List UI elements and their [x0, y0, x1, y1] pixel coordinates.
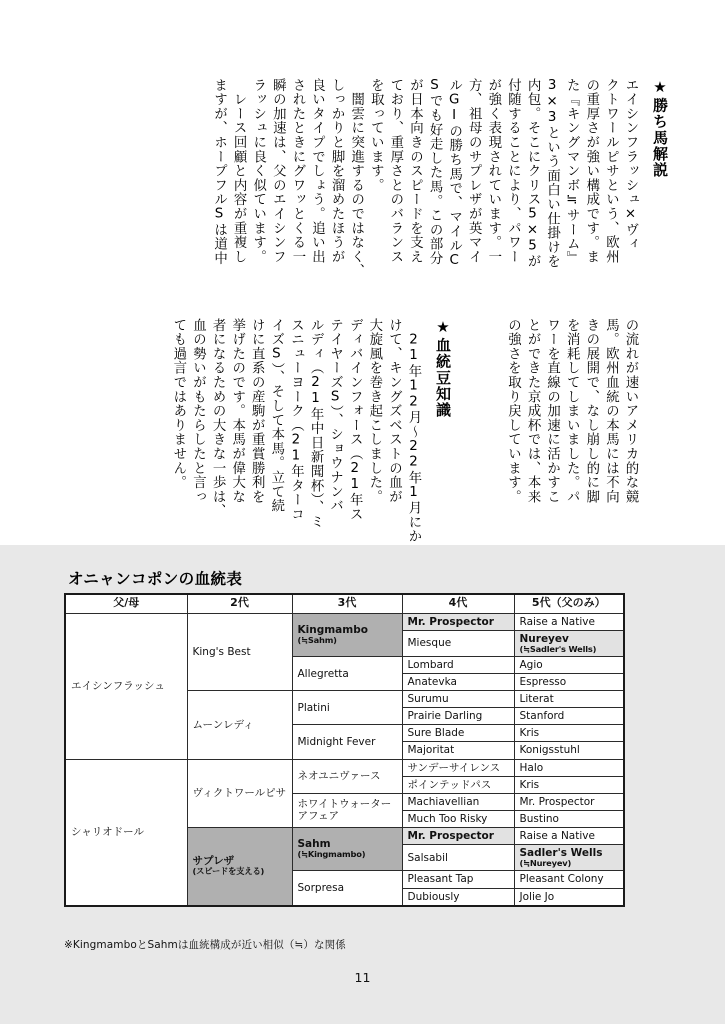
text-column: 馬。欧州血統の本馬には不向 — [603, 318, 619, 504]
text-column: とができた京成杯では、本来 — [525, 318, 541, 504]
cell-gen5 — [514, 827, 624, 844]
cell-gen3-text: Sorpresa — [297, 881, 345, 894]
cell-gen4 — [402, 725, 514, 742]
text-column: しっかりと脚を溜めたほうが — [329, 78, 345, 264]
pedigree-note: ※KingmamboとSahmは血統構成が近い相似（≒）な関係 — [64, 939, 346, 951]
text-column: されたときにグワッとくる一 — [289, 78, 305, 264]
cell-gen3 — [292, 691, 402, 725]
text-column: ており、重厚さとのバランス — [387, 78, 403, 264]
cell-gen3-text: ネオユニヴァース — [297, 770, 381, 783]
text-column: 者になるための大きな一歩は、 — [210, 318, 226, 519]
cell-gen5-text: Konigsstuhl — [519, 744, 580, 757]
text-column: ルディ（21年中日新聞杯）、ミ — [308, 318, 324, 529]
text-column: ますが、ホープフルSは道中 — [211, 78, 227, 266]
cell-gen2-text: King's Best — [192, 645, 251, 658]
cell-gen2 — [187, 827, 292, 905]
cell-gen5 — [514, 613, 624, 630]
cell-gen4-text: Lombard — [407, 659, 454, 672]
cell-gen5 — [514, 793, 624, 810]
text-column: 大旋風を巻き起こしました。 — [366, 318, 382, 504]
text-column: スニューヨーク（21年ターコ — [288, 318, 304, 522]
cell-gen5-text: Stanford — [519, 710, 565, 723]
cell-gen3-text: Sahm — [297, 838, 331, 851]
cell-gen4-text: Surumu — [407, 693, 449, 706]
text-column: 挙げたのです。本馬が偉大な — [229, 318, 245, 504]
cell-gen2 — [187, 759, 292, 827]
cell-sire-dam-text: シャリオドール — [71, 826, 144, 839]
text-column: Sでも好走した馬。この部分 — [427, 78, 443, 266]
cell-gen5 — [514, 630, 624, 657]
cell-gen5 — [514, 725, 624, 742]
cell-gen4 — [402, 827, 514, 844]
cell-gen2 — [187, 691, 292, 759]
pedigree-table — [64, 593, 625, 907]
cell-gen3 — [292, 657, 402, 691]
cell-gen5 — [514, 871, 624, 888]
col-header-gen4: 4代 — [402, 594, 514, 613]
table-row — [65, 759, 624, 776]
cell-gen4 — [402, 793, 514, 810]
cell-gen4-text: Much Too Risky — [407, 812, 488, 825]
col-header-gen2: 2代 — [187, 594, 292, 613]
cell-gen4 — [402, 657, 514, 674]
cell-gen5-text: Halo — [519, 761, 544, 774]
cell-gen4-text: Machiavellian — [407, 795, 480, 808]
text-column: 21年12月～22年1月にか — [406, 318, 421, 544]
cell-gen5 — [514, 810, 624, 827]
article1-body-continued — [500, 318, 637, 518]
text-column: 闇雲に突進するのではなく、 — [348, 78, 364, 279]
cell-gen5 — [514, 742, 624, 759]
col-header-gen3: 3代 — [292, 594, 402, 613]
text-column: 内包。そこにクリス5×5が — [525, 78, 541, 269]
cell-gen4-text: Mr. Prospector — [407, 615, 494, 628]
cell-gen5-text: Agio — [519, 659, 543, 672]
cell-gen4 — [402, 691, 514, 708]
pedigree-title: オニャンコポンの血統表 — [68, 570, 243, 588]
cell-gen3 — [292, 793, 402, 827]
cell-gen4-text: サンデーサイレンス — [407, 761, 501, 774]
cell-gen4 — [402, 708, 514, 725]
cell-gen3 — [292, 871, 402, 906]
text-column: を消耗してしまいました。パ — [564, 318, 580, 504]
text-column: 血の勢いがもたらしたと言っ — [190, 318, 206, 504]
cell-gen4-text: Salsabil — [407, 851, 448, 864]
cell-gen3-text: Platini — [297, 701, 330, 714]
cell-gen5 — [514, 657, 624, 674]
cell-gen4 — [402, 888, 514, 906]
article1-body — [206, 78, 637, 288]
text-column: が強く表現されています。一 — [485, 78, 501, 264]
col-header-sire-dam: 父/母 — [65, 594, 187, 613]
cell-gen4 — [402, 759, 514, 776]
text-column: レース回顧と内容が重複し — [231, 78, 247, 264]
text-column: が日本向きのスピードを支え — [407, 78, 423, 264]
cell-gen4-text: Miesque — [407, 637, 452, 650]
cell-gen4-text: Pleasant Tap — [407, 873, 474, 886]
text-column: 3×3という面白い仕掛けを — [544, 78, 560, 269]
cell-gen5-text: Jolie Jo — [519, 890, 555, 903]
cell-gen5-text: Raise a Native — [519, 615, 595, 628]
cell-gen4 — [402, 844, 514, 871]
cell-gen5-sub: (≒Sadler's Wells) — [519, 643, 597, 654]
cell-gen2-text: ムーンレディ — [192, 718, 254, 731]
text-column: ても過言ではありません。 — [170, 318, 186, 490]
article1-heading: ★勝ち馬解説 — [651, 78, 669, 179]
text-column: テイヤーズS）、ショウナンバ — [327, 318, 343, 514]
cell-gen3-sub: (≒Sahm) — [297, 635, 337, 646]
text-column: 瞬の加速は、父のエイシンフ — [270, 78, 286, 264]
cell-gen3 — [292, 725, 402, 759]
cell-gen5-text: Literat — [519, 693, 554, 706]
page-number: 11 — [354, 970, 371, 985]
cell-gen5-text: Pleasant Colony — [519, 873, 604, 886]
cell-gen5-text: Espresso — [519, 676, 567, 689]
cell-gen5 — [514, 674, 624, 691]
cell-gen2 — [187, 613, 292, 691]
text-column: ディバインフォース（21年ス — [347, 318, 363, 522]
cell-gen5 — [514, 708, 624, 725]
cell-gen5-text: Nureyev — [519, 632, 569, 645]
cell-gen5 — [514, 759, 624, 776]
cell-gen3-text: Kingmambo — [297, 624, 368, 637]
cell-gen4-text: ポインテッドパス — [407, 778, 492, 791]
text-column: けて、キングズベストの血が — [386, 318, 402, 504]
col-header-gen5: 5代（父のみ） — [514, 594, 624, 613]
cell-gen3-sub: (≒Kingmambo) — [297, 849, 366, 860]
cell-gen5-text: Bustino — [519, 812, 559, 825]
cell-gen2-text: サプレザ — [192, 855, 235, 868]
cell-sire-dam — [65, 613, 187, 759]
text-column: の重厚さが強い構成です。ま — [583, 78, 599, 264]
cell-sire-dam — [65, 759, 187, 906]
cell-gen4-text: Anatevka — [407, 676, 457, 689]
cell-gen4 — [402, 776, 514, 793]
cell-gen3-text: ホワイトウォーターアフェア — [297, 798, 392, 823]
cell-gen4 — [402, 871, 514, 888]
text-column: イズS）、そして本馬。立て続 — [268, 318, 284, 514]
cell-gen2-sub: (スピードを支える) — [192, 866, 265, 877]
cell-gen4 — [402, 674, 514, 691]
text-column: 付随することにより、パワー — [505, 78, 521, 264]
pedigree-area — [0, 545, 725, 1024]
cell-gen3-text: Midnight Fever — [297, 735, 376, 748]
cell-gen5 — [514, 844, 624, 871]
cell-gen5-text: Kris — [519, 727, 540, 740]
cell-gen3 — [292, 613, 402, 657]
cell-gen4 — [402, 630, 514, 657]
text-column: ラッシュに良く似ています。 — [250, 78, 266, 264]
cell-gen4 — [402, 742, 514, 759]
cell-gen5-text: Sadler's Wells — [519, 846, 603, 859]
article2-heading: ★血統豆知識 — [434, 318, 452, 419]
cell-gen4-text: Majoritat — [407, 744, 455, 757]
text-column: けに直系の産駒が重賞勝利を — [249, 318, 265, 504]
cell-gen3 — [292, 827, 402, 871]
cell-sire-dam-text: エイシンフラッシュ — [71, 679, 165, 692]
cell-gen5-text: Kris — [519, 778, 540, 791]
text-column: 良いタイプでしょう。追い出 — [309, 78, 325, 264]
cell-gen4-text: Sure Blade — [407, 727, 465, 740]
cell-gen4-text: Mr. Prospector — [407, 829, 494, 842]
cell-gen4 — [402, 810, 514, 827]
cell-gen2-text: ヴィクトワールピサ — [192, 787, 287, 800]
table-header-row — [65, 594, 624, 613]
cell-gen5 — [514, 776, 624, 793]
cell-gen5 — [514, 691, 624, 708]
cell-gen3 — [292, 759, 402, 793]
table-row — [65, 613, 624, 630]
cell-gen3-text: Allegretta — [297, 667, 349, 680]
text-column: の強さを取り戻しています。 — [505, 318, 521, 504]
text-column: ルGIの勝ち馬で、マイルC — [446, 78, 462, 269]
text-column: きの展開で、なし崩し的に脚 — [583, 318, 599, 504]
cell-gen4-text: Prairie Darling — [407, 710, 483, 723]
text-column: 方、祖母のサプレザが英マイ — [466, 78, 482, 264]
text-column: エイシンフラッシュ×ヴィ — [623, 78, 638, 252]
text-column: ワーを直線の加速に活かすこ — [544, 318, 560, 504]
text-column: を取っています。 — [368, 78, 384, 193]
text-column: クトワールピサという、欧州 — [603, 78, 619, 264]
cell-gen5-text: Raise a Native — [519, 829, 595, 842]
cell-gen5-text: Mr. Prospector — [519, 795, 595, 808]
cell-gen5 — [514, 888, 624, 906]
text-column: た『キングマンボ≒サーム』 — [564, 78, 580, 266]
text-column: の流れが速いアメリカ的な競 — [623, 318, 638, 504]
cell-gen4-text: Dubiously — [407, 890, 460, 903]
cell-gen5-sub: (≒Nureyev) — [519, 857, 572, 868]
article2-body — [165, 318, 421, 544]
cell-gen4 — [402, 613, 514, 630]
